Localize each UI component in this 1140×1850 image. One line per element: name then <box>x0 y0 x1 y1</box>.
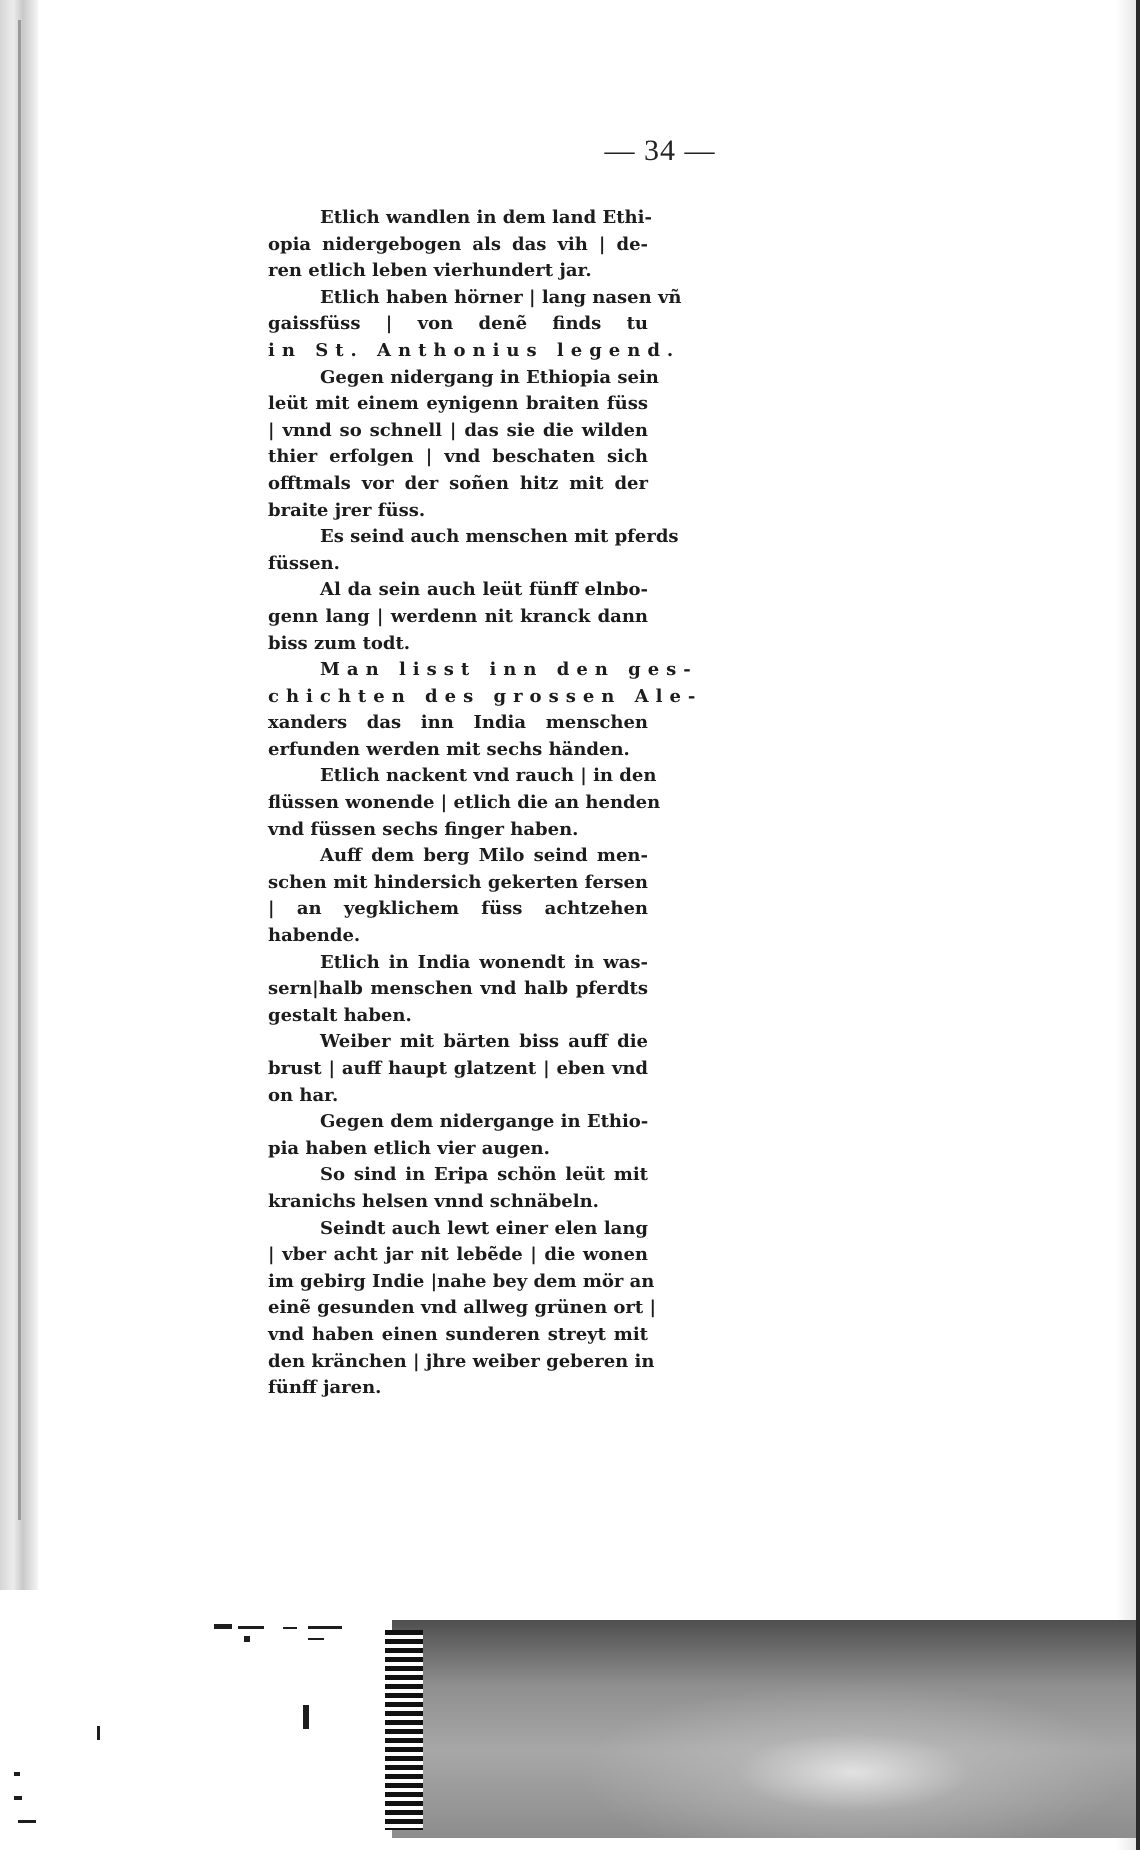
scan-artifact-mark <box>244 1636 250 1642</box>
text-line: Man lisst inn den ges- <box>320 659 698 681</box>
scan-band-edge <box>385 1630 423 1830</box>
text-line: Etlich in India wonendt in was- <box>320 951 648 973</box>
text-line: xanders das inn India menschen <box>268 712 648 734</box>
text-line: | vber acht jar nit lebẽde | die wonen <box>268 1244 648 1266</box>
scan-artifact-mark <box>283 1627 297 1629</box>
text-line: Al da sein auch leüt fünff elnbo- <box>320 579 648 601</box>
text-line: thier erfolgen | vnd beschaten sich <box>268 446 648 468</box>
scan-dark-band <box>392 1620 1136 1838</box>
text-line: füssen. <box>268 552 340 574</box>
text-line: genn lang | werdenn nit kranck dann <box>268 605 648 627</box>
text-line: gestalt haben. <box>268 1004 412 1026</box>
text-line: Weiber mit bärten biss auff die <box>320 1031 648 1053</box>
text-line: vnd haben einen sunderen streyt mit <box>268 1323 648 1345</box>
text-line: leüt mit einem eynigenn braiten füss <box>268 393 648 415</box>
scan-artifact-mark <box>14 1796 22 1800</box>
page-number: — 34 — <box>604 134 716 167</box>
text-line: Seindt auch lewt einer elen lang <box>320 1217 648 1239</box>
text-line: Gegen nidergang in Ethiopia sein <box>320 366 659 388</box>
text-line: erfunden werden mit sechs händen. <box>268 738 630 760</box>
scan-artifact-mark <box>308 1638 324 1640</box>
text-line: fünff jaren. <box>268 1377 382 1399</box>
text-line: gaissfüss | von denẽ finds tu <box>268 313 648 335</box>
text-line: | vnnd so schnell | das sie die wilden <box>268 419 648 441</box>
scan-artifact-mark <box>214 1624 232 1629</box>
text-line: ren etlich leben vierhundert jar. <box>268 260 592 282</box>
text-line: So sind in Eripa schön leüt mit <box>320 1164 648 1186</box>
text-line: pia haben etlich vier augen. <box>268 1137 550 1159</box>
text-line: im gebirg Indie |nahe bey dem mör an <box>268 1270 655 1292</box>
text-line: schen mit hindersich gekerten fersen <box>268 871 648 893</box>
text-line: Gegen dem nidergange in Ethio- <box>320 1111 649 1133</box>
text-line: kranichs helsen vnnd schnäbeln. <box>268 1190 599 1212</box>
text-line: den kränchen | jhre weiber geberen in <box>268 1350 655 1372</box>
text-line: Etlich nackent vnd rauch | in den <box>320 765 657 787</box>
scan-artifact-mark <box>308 1626 342 1629</box>
page-left-edge <box>0 0 38 1590</box>
text-line: Auff dem berg Milo seind men- <box>320 845 648 867</box>
text-line: offtmals vor der soñen hitz mit der <box>268 472 648 494</box>
text-line: sern|halb menschen vnd halb pferdts <box>268 978 648 1000</box>
page-right-shadow <box>1116 0 1136 1850</box>
text-line: Etlich wandlen in dem land Ethi- <box>320 207 652 228</box>
scan-artifact-mark <box>303 1705 309 1729</box>
text-line: chichten des grossen Ale- <box>268 685 703 707</box>
text-line: Es seind auch menschen mit pferds <box>320 526 679 548</box>
text-line: habende. <box>268 925 361 947</box>
text-line: opia nidergebogen als das vih | de- <box>268 233 648 255</box>
scan-artifact-mark <box>14 1772 20 1776</box>
text-line: flüssen wonende | etlich die an henden <box>268 792 661 814</box>
scan-artifact-mark <box>238 1626 264 1629</box>
text-line: braite jrer füss. <box>268 499 426 521</box>
text-line: biss zum todt. <box>268 632 411 654</box>
scan-artifact-mark <box>18 1820 36 1823</box>
body-text <box>268 205 703 1402</box>
scan-dark-band-shade <box>392 1620 1136 1838</box>
text-line: vnd füssen sechs finger haben. <box>268 818 579 840</box>
text-line: in St. Anthonius legend. <box>268 339 681 361</box>
text-line: | an yegklichem füss achtzehen <box>268 898 648 920</box>
page-right-edge <box>1136 0 1140 1850</box>
scan-artifact-mark <box>97 1726 100 1740</box>
text-line: Etlich haben hörner | lang nasen vñ <box>320 286 682 308</box>
text-line: brust | auff haupt glatzent | eben vnd <box>268 1058 648 1079</box>
text-line: on har. <box>268 1084 339 1106</box>
text-line: einẽ gesunden vnd allweg grünen ort | <box>268 1297 657 1319</box>
page-left-edge-line <box>18 20 21 1520</box>
